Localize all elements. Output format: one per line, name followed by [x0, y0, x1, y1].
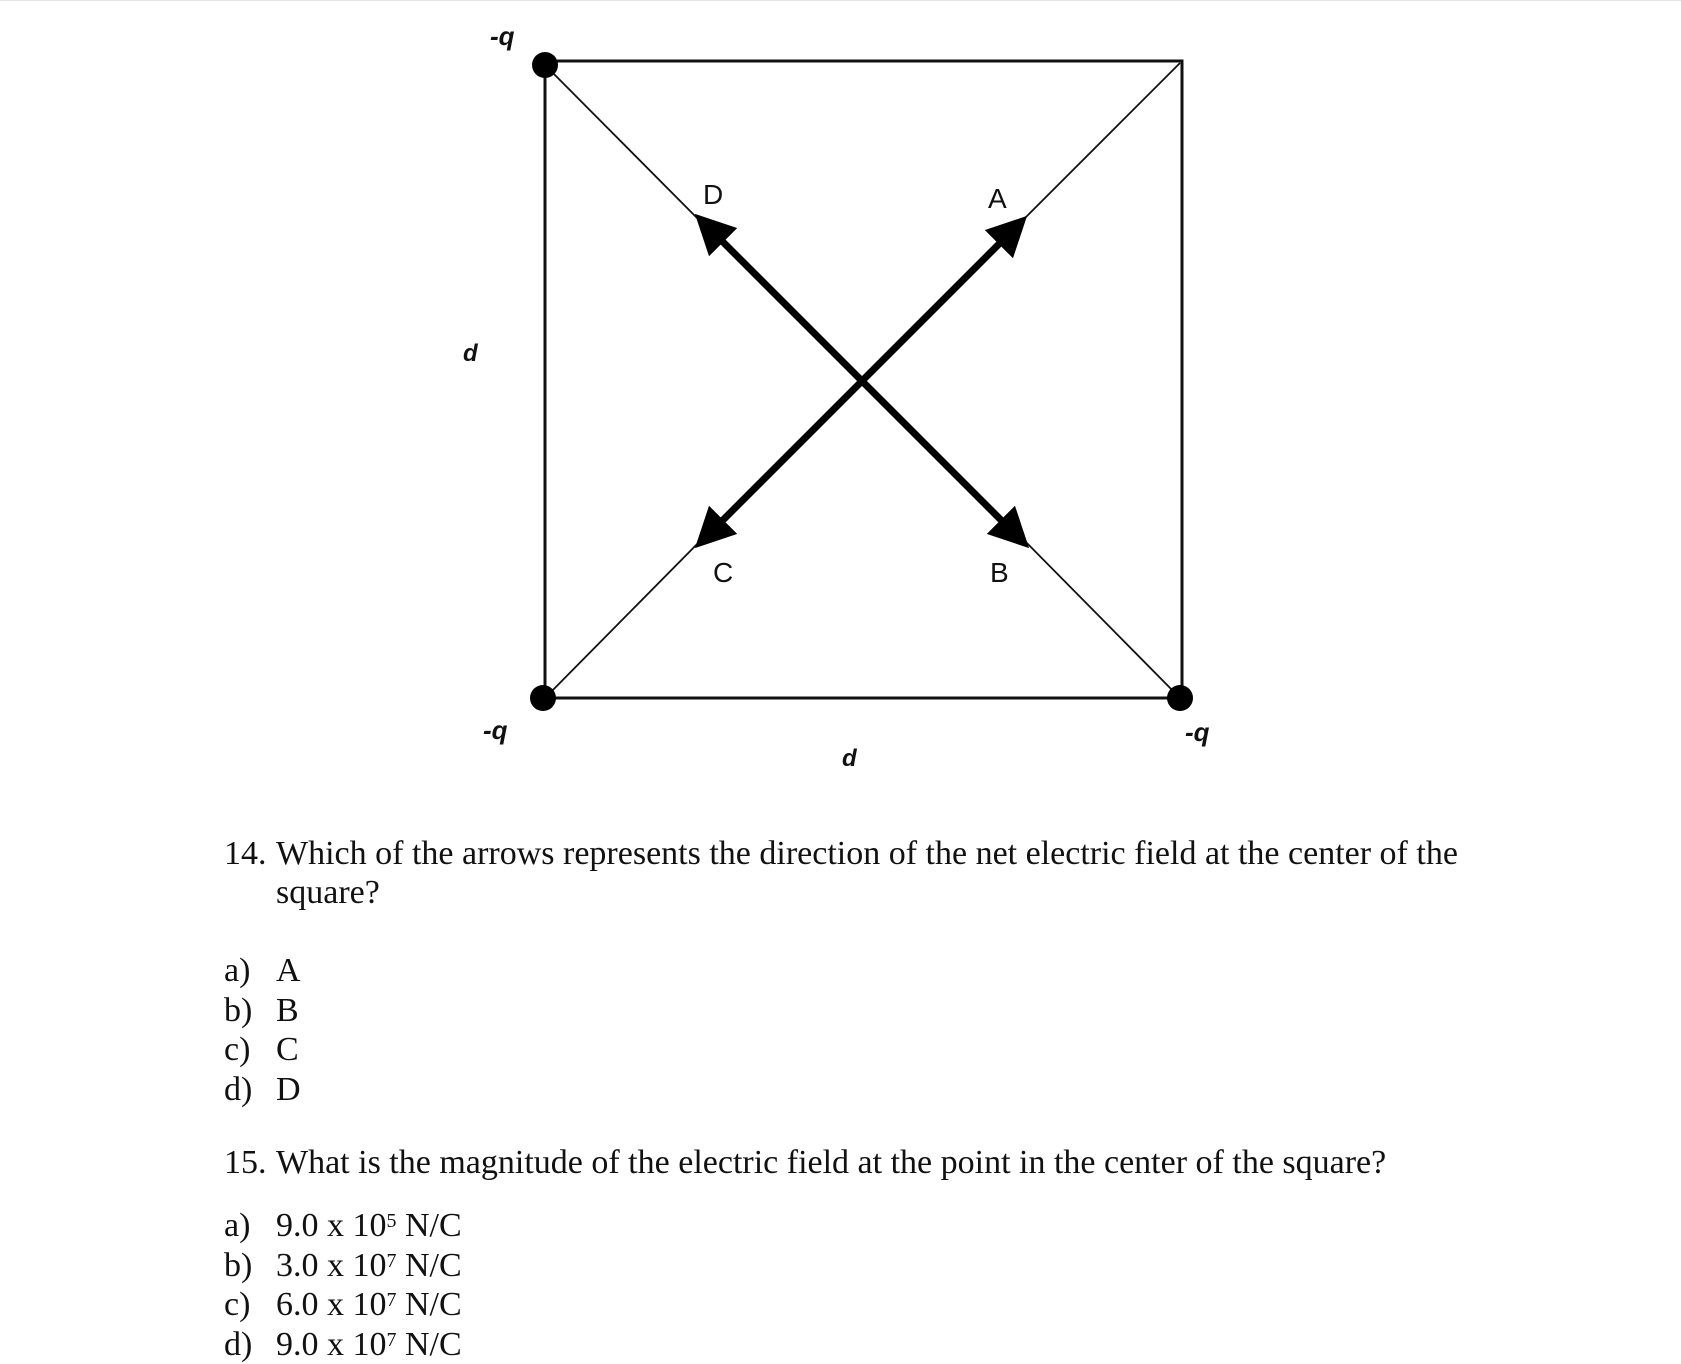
question-number: 15.: [224, 1143, 276, 1182]
option-exponent: 7: [387, 1329, 397, 1351]
charge-label-bottom-right: -q: [1185, 717, 1210, 747]
question-text-line1: Which of the arrows represents the direction of the net electric field at the center of the: [276, 835, 1458, 872]
diagonal-top-right: [1020, 63, 1180, 223]
question-15-options: [224, 1206, 462, 1364]
arrow-label-A: A: [988, 183, 1007, 214]
option-exponent: 5: [387, 1210, 397, 1232]
arrow-label-D: D: [703, 179, 723, 210]
option-unit: N/C: [397, 1207, 462, 1244]
question-number: 14.: [224, 834, 276, 873]
option-letter: b): [224, 1246, 276, 1286]
option-text: A: [276, 952, 301, 989]
option-exponent: 7: [387, 1250, 397, 1272]
arrow-D: [702, 221, 862, 381]
charge-label-top-left: -q: [490, 21, 515, 51]
option-d[interactable]: [224, 1070, 301, 1110]
arrow-B: [862, 381, 1022, 541]
option-c[interactable]: [224, 1030, 301, 1070]
option-letter: b): [224, 991, 276, 1031]
side-label-left: d: [463, 340, 479, 367]
question-text-line2: square?: [224, 873, 1458, 912]
option-mantissa: 9.0 x 10: [276, 1207, 387, 1244]
option-letter: c): [224, 1285, 276, 1325]
arrow-C: [702, 381, 862, 541]
option-letter: c): [224, 1030, 276, 1070]
charge-dot-bottom-left: [530, 685, 556, 711]
option-text: D: [276, 1071, 301, 1108]
option-unit: N/C: [397, 1326, 462, 1363]
option-unit: N/C: [397, 1247, 462, 1284]
option-c[interactable]: [224, 1285, 462, 1325]
option-exponent: 7: [387, 1289, 397, 1311]
question-14-options: [224, 951, 301, 1109]
option-mantissa: 9.0 x 10: [276, 1326, 387, 1363]
option-letter: d): [224, 1325, 276, 1364]
side-label-bottom: d: [842, 745, 858, 772]
option-b[interactable]: [224, 991, 301, 1031]
question-text-line1: What is the magnitude of the electric field at the point in the center of the square?: [276, 1144, 1386, 1181]
arrow-label-C: C: [713, 557, 733, 588]
arrow-A: [862, 223, 1020, 381]
charge-dot-top-left: [532, 52, 558, 78]
option-letter: a): [224, 1206, 276, 1246]
option-a[interactable]: [224, 951, 301, 991]
arrow-label-B: B: [990, 557, 1009, 588]
question-15: [224, 1143, 1386, 1182]
charge-square-diagram: [0, 1, 1681, 801]
option-mantissa: 3.0 x 10: [276, 1247, 387, 1284]
option-letter: d): [224, 1070, 276, 1110]
option-a[interactable]: [224, 1206, 462, 1246]
charge-label-bottom-left: -q: [483, 715, 508, 745]
diagonal-bottom-left: [545, 531, 710, 698]
diagonal-bottom-right: [1015, 531, 1180, 698]
option-unit: N/C: [397, 1286, 462, 1323]
diagonal-top-left: [545, 65, 705, 226]
question-14: [224, 834, 1458, 912]
option-text: C: [276, 1031, 299, 1068]
option-b[interactable]: [224, 1246, 462, 1286]
charge-dot-bottom-right: [1167, 685, 1193, 711]
option-mantissa: 6.0 x 10: [276, 1286, 387, 1323]
option-text: B: [276, 992, 299, 1029]
option-d[interactable]: [224, 1325, 462, 1364]
option-letter: a): [224, 951, 276, 991]
